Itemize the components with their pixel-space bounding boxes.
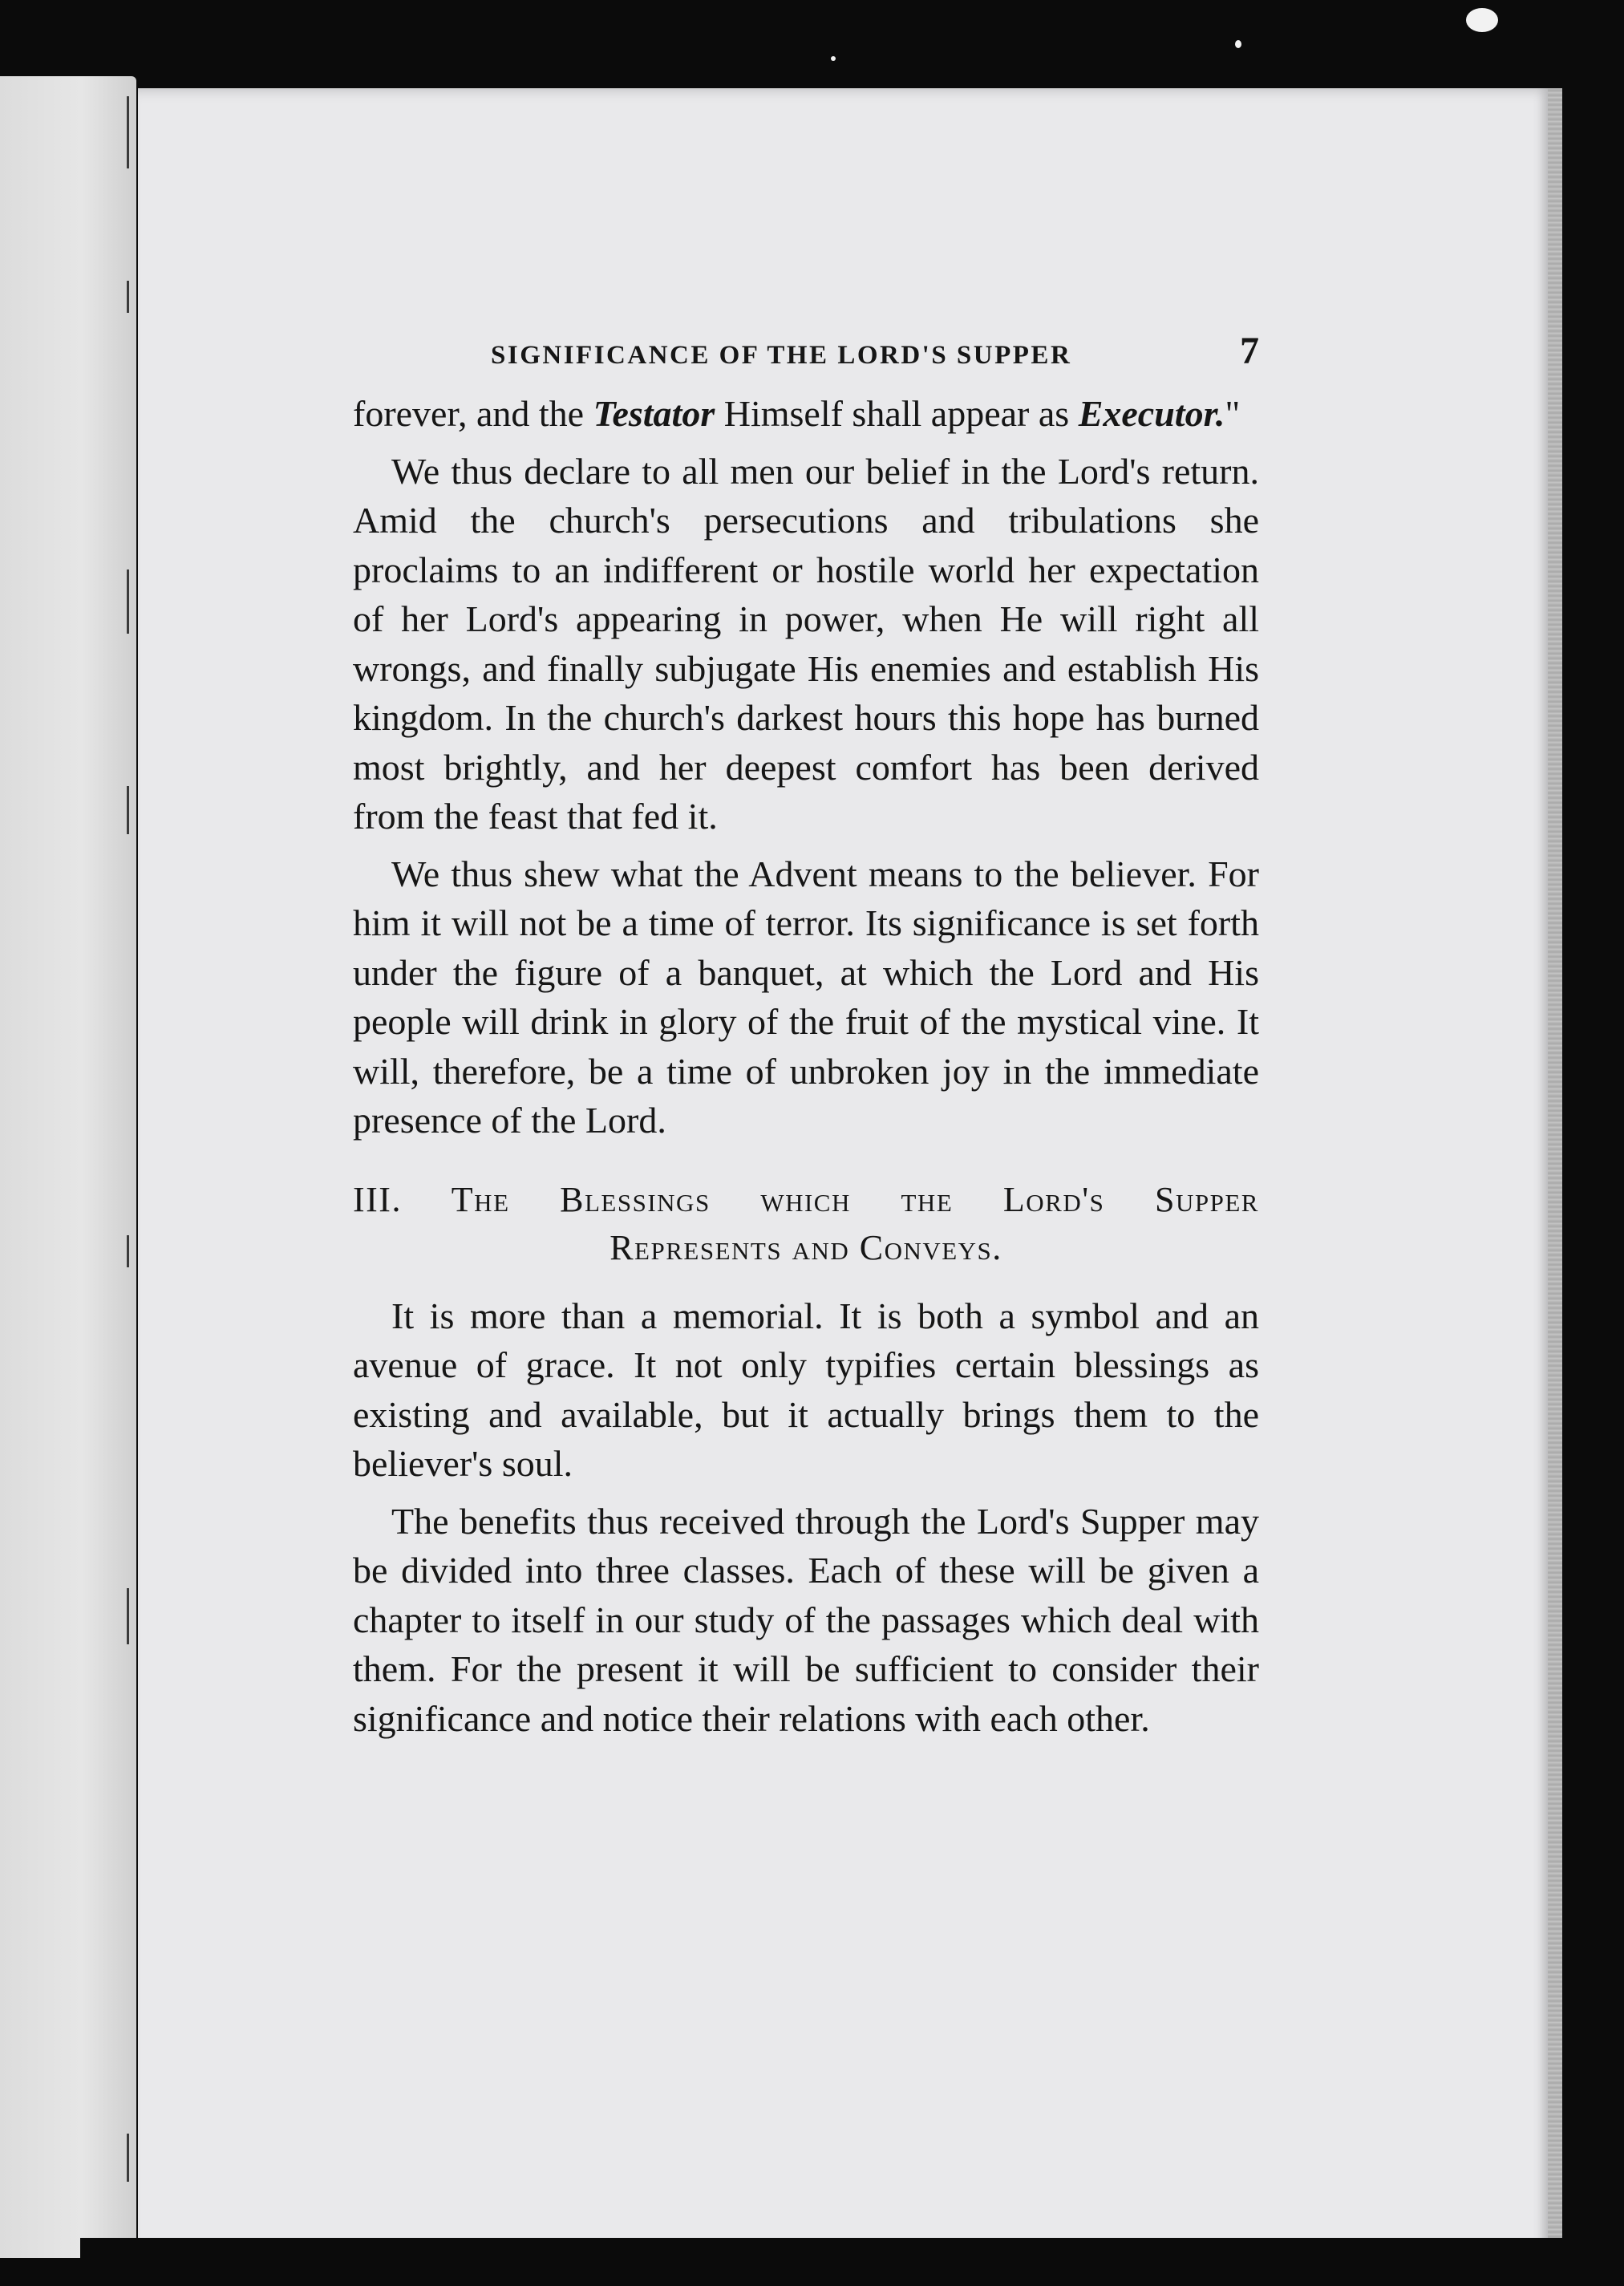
scan-speck [1466, 8, 1498, 32]
running-header [353, 329, 1259, 373]
paragraph: We thus shew what the Advent means to the believer. For him it will not be a time of terror. Its significance is set forth under the figure of a banquet, at which the Lord and His people will drink in glory of the fruit of the mystical vine. It will, therefore, be a time of unbroken joy in the immediate presence of the Lord. [353, 853, 1259, 1141]
paragraph: It is more than a memorial. It is both a symbol and an avenue of grace. It not only typifies certain blessings as existing and available, but it actually brings them to the believer's soul. [353, 1295, 1259, 1484]
italic-term: Testator [593, 393, 715, 434]
section-heading-line: Represents and Conveys. [610, 1227, 1002, 1267]
text-run: " [1225, 393, 1241, 434]
paragraph: We thus declare to all men our belief in the Lord's return. Amid the church's persecutions and tribulations she proclaims to an indifferent or hostile world her expectation of her Lord's appearing in power, when He will right all wrongs, and finally subjugate His enemies and establish His kingdom. In the church's darkest hours this hope has burned most brightly, and her deepest comfort has been derived from the feast that fed it. [353, 450, 1259, 837]
italic-term: Executor. [1078, 393, 1225, 434]
paragraph: The benefits thus received through the Lord's Supper may be divided into three classes. Each of these will be given a chapter to itself in our study of the passages which deal with them. For the present it will be sufficient to consider their significance and notice their relations with each other. [353, 1500, 1259, 1739]
page-number: 7 [1240, 330, 1259, 372]
adjacent-page-edge [0, 76, 136, 2258]
scan-speck [831, 56, 836, 61]
page-text [353, 329, 1259, 1743]
section-heading [353, 1176, 1259, 1272]
bottom-margin [80, 2238, 1572, 2286]
text-run: Himself shall appear as [715, 393, 1079, 434]
text-run: forever, and the [353, 393, 593, 434]
paragraph [353, 389, 1259, 439]
running-head-title: SIGNIFICANCE OF THE LORD'S SUPPER [491, 341, 1072, 370]
binding-marks [127, 96, 132, 2222]
scan-speck [1235, 40, 1241, 48]
page-edge [1548, 88, 1562, 2254]
section-heading-line: III. The Blessings which the Lord's Supper [353, 1179, 1259, 1219]
